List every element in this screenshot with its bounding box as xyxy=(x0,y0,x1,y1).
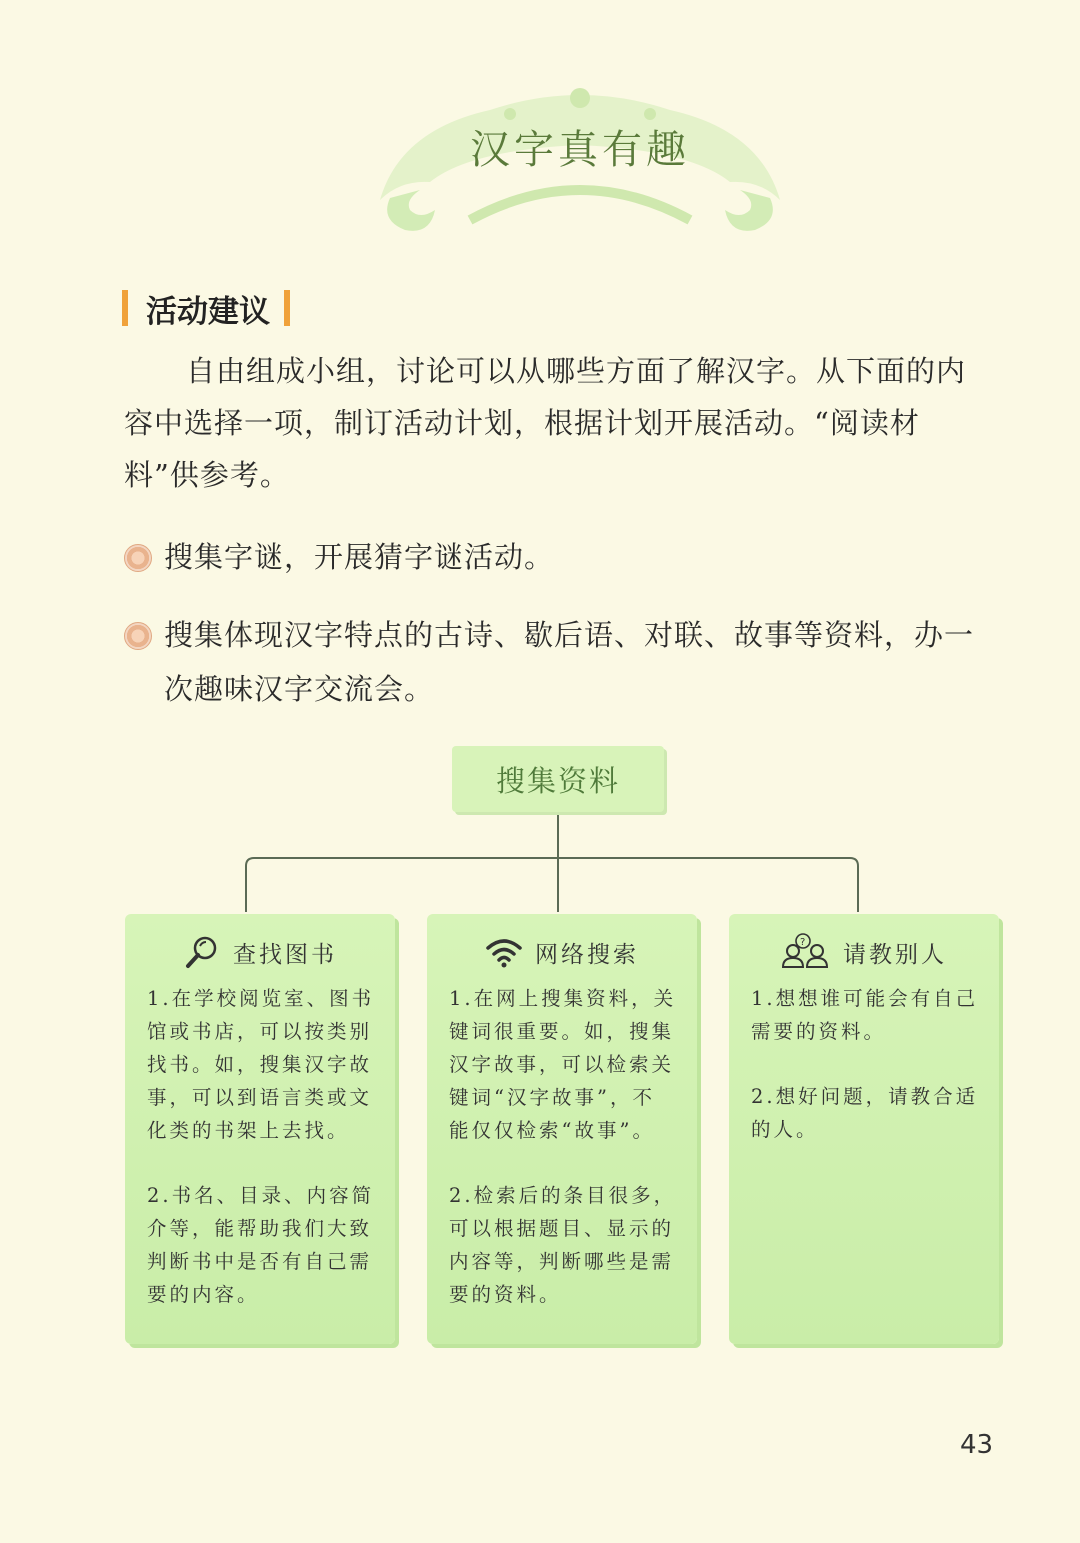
wifi-icon xyxy=(485,933,523,971)
card-header xyxy=(729,930,999,974)
method-card xyxy=(125,914,395,1344)
card-item: 1.在学校阅览室、图书馆或书店，可以按类别找书。如，搜集汉字故事，可以到语言类或文化类的书架上去找。 xyxy=(147,987,375,1142)
card-body xyxy=(751,982,979,1178)
card-title: 请教别人 xyxy=(843,941,947,968)
svg-text:?: ? xyxy=(800,937,806,948)
method-card xyxy=(427,914,697,1344)
card-header xyxy=(427,930,697,974)
people-question-icon xyxy=(781,933,831,971)
option-text: 搜集字谜，开展猜字谜活动。 xyxy=(164,540,555,574)
magnifier-icon xyxy=(183,933,221,971)
card-body xyxy=(449,982,677,1343)
card-item: 1.想想谁可能会有自己需要的资料。 xyxy=(751,987,979,1043)
card-item: 1.在网上搜集资料，关键词很重要。如，搜集汉字故事，可以检索关键词“汉字故事”，不能仅仅检索“故事”。 xyxy=(449,987,677,1142)
method-card xyxy=(729,914,999,1344)
card-body xyxy=(147,982,375,1343)
card-item: 2.检索后的条目很多，可以根据题目、显示的内容等，判断哪些是需要的资料。 xyxy=(449,1184,677,1306)
option-text: 搜集体现汉字特点的古诗、歇后语、对联、故事等资料，办一次趣味汉字交流会。 xyxy=(164,618,975,706)
card-item: 2.书名、目录、内容简介等，能帮助我们大致判断书中是否有自己需要的内容。 xyxy=(147,1184,375,1306)
page-title: 汉字真有趣 xyxy=(470,127,690,173)
intro-paragraph: 自由组成小组，讨论可以从哪些方面了解汉字。从下面的内容中选择一项，制订活动计划，根据计划开展活动。“阅读材料”供参考。 xyxy=(124,354,967,492)
diagram-root: 搜集资料 xyxy=(452,746,664,812)
card-title: 网络搜索 xyxy=(535,941,639,968)
card-title: 查找图书 xyxy=(233,941,337,968)
card-item: 2.想好问题，请教合适的人。 xyxy=(751,1085,979,1141)
card-header xyxy=(125,930,395,974)
section-title: 活动建议 xyxy=(146,293,270,330)
page-number: 43 xyxy=(960,1430,994,1460)
